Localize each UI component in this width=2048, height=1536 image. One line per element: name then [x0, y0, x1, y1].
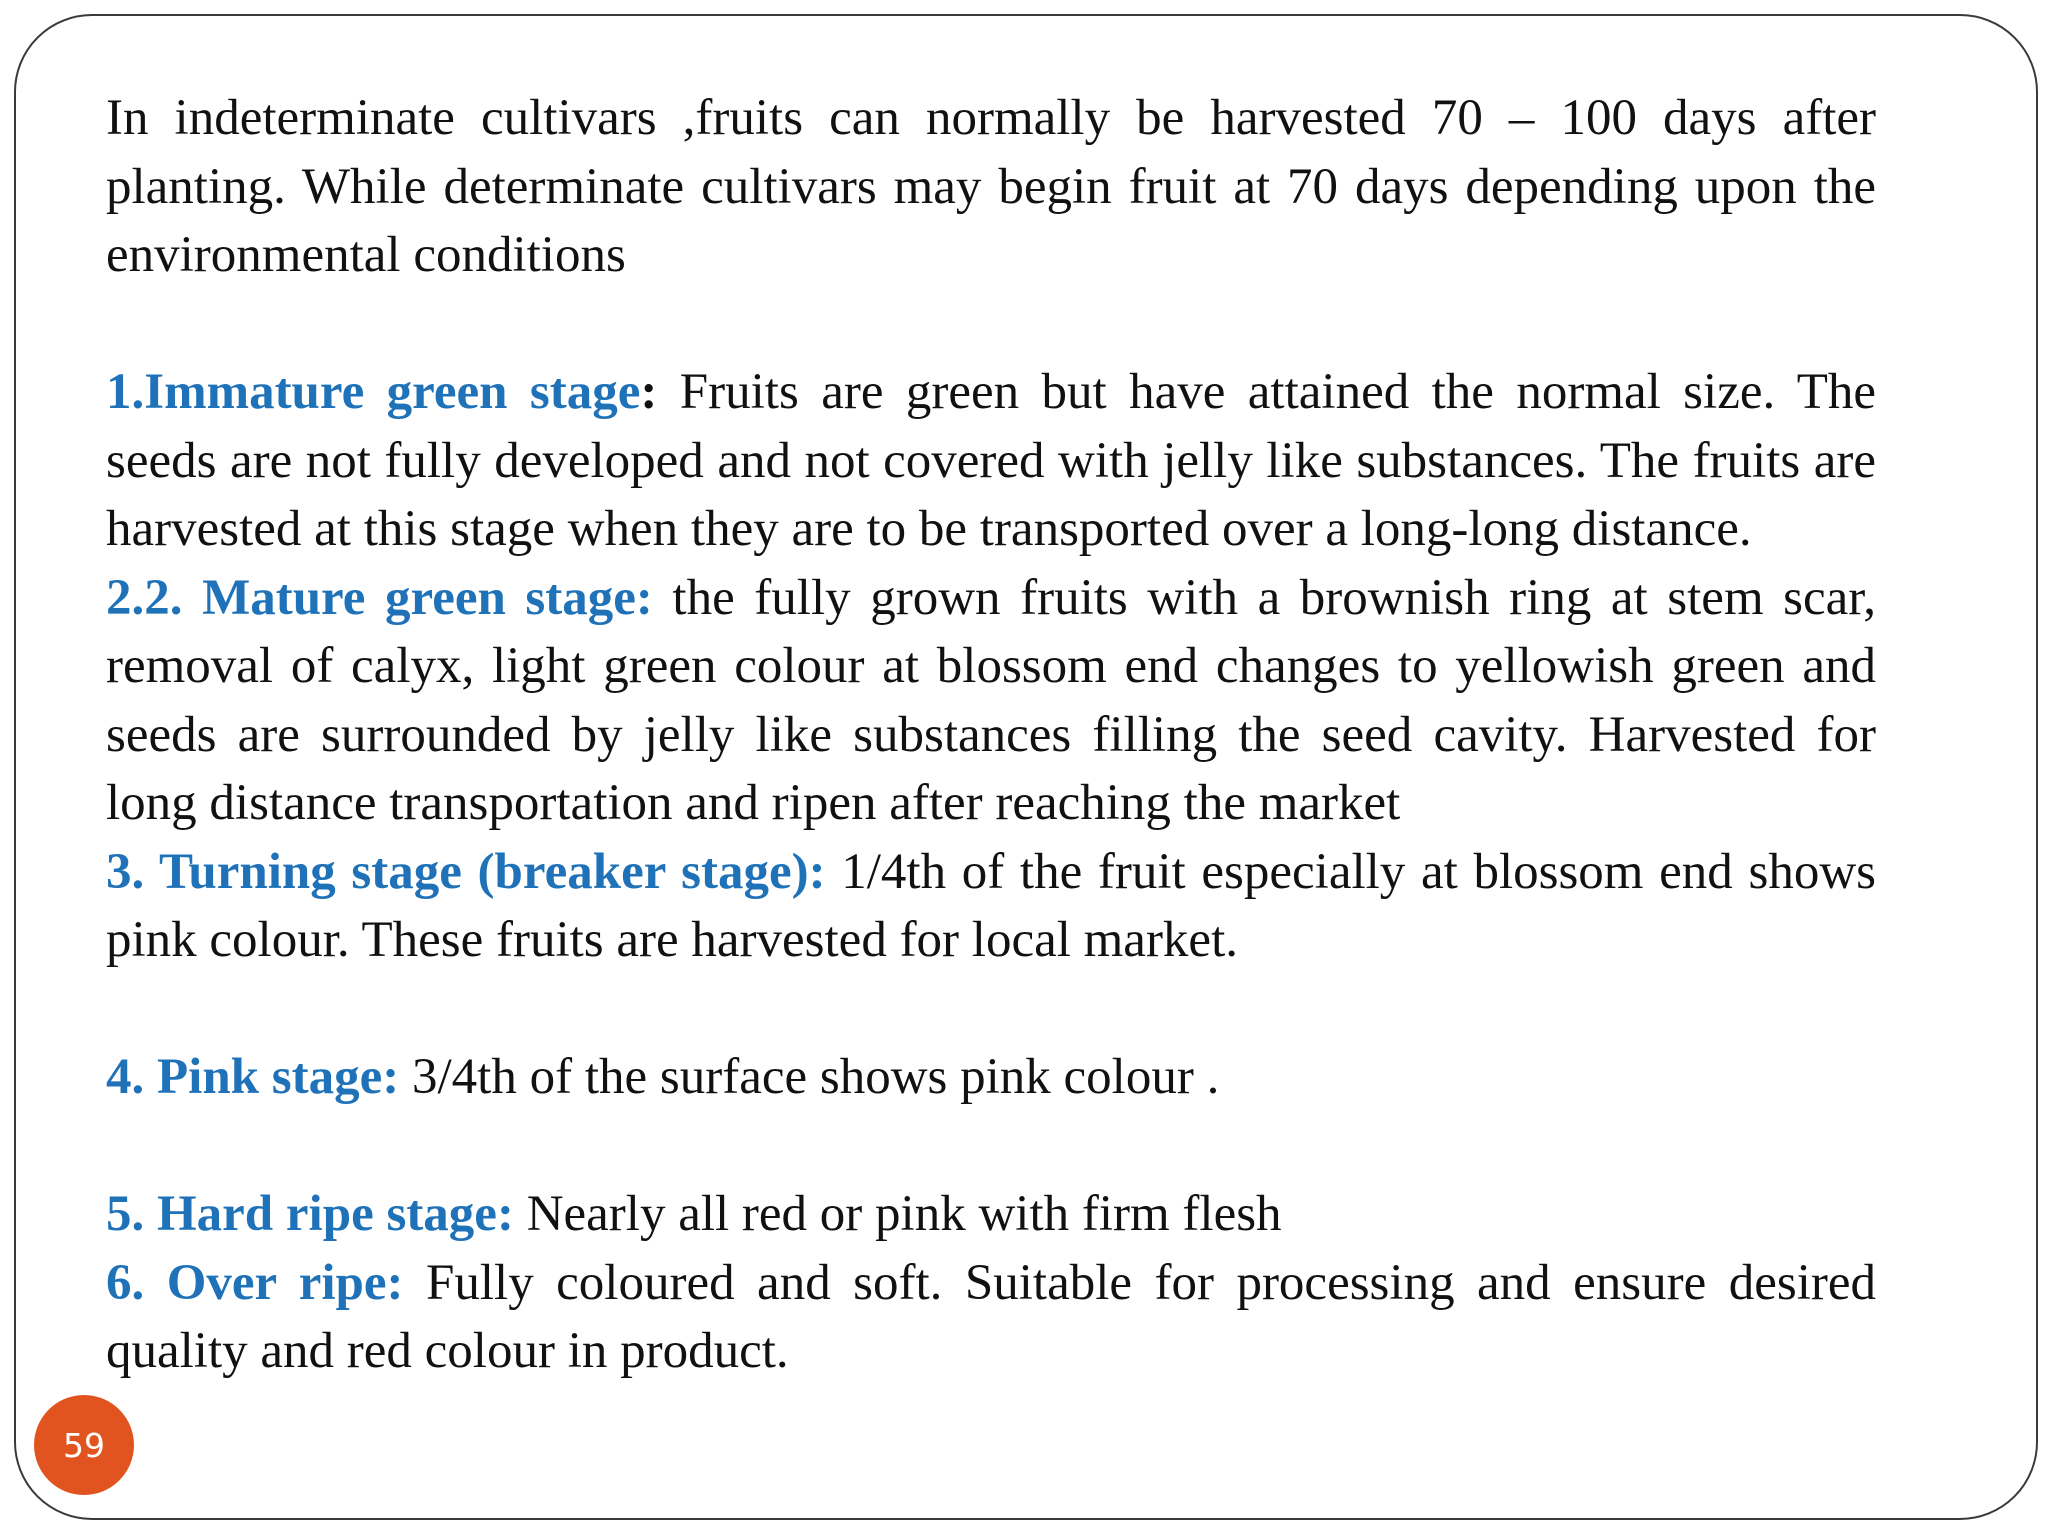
- stage-3-text: 1/4th of the fruit especially at blossom end shows pink colour. These fruits are harvested for local market.: [106, 843, 1876, 968]
- stage-1-text: Fruits are green but have attained the normal size. The seeds are not fully developed and not covered with jelly like substances. The fruits are harvested at this stage when they are to be transported over a long-long distance.: [106, 364, 1876, 557]
- stage-4-heading: 4. Pink stage:: [106, 1049, 400, 1105]
- stage-1-colon: :: [640, 364, 658, 420]
- stage-4-paragraph: [106, 1043, 1876, 1112]
- stage-2-paragraph: [106, 564, 1876, 838]
- stage-4-text: 3/4th of the surface shows pink colour .: [399, 1049, 1220, 1105]
- stage-6-text: Fully coloured and soft. Suitable for processing and ensure desired quality and red colour in product.: [106, 1254, 1876, 1379]
- spacer: [106, 1112, 1876, 1181]
- stage-5-paragraph: [106, 1180, 1876, 1249]
- intro-paragraph: In indeterminate cultivars ,fruits can normally be harvested 70 – 100 days after planting. While determinate cultivars may begin fruit at 70 days depending upon the environmental conditions: [106, 90, 1876, 283]
- stage-1-paragraph: [106, 358, 1876, 564]
- page-number: 59: [63, 1425, 105, 1465]
- spacer: [106, 290, 1876, 359]
- stage-6-heading: 6. Over ripe:: [106, 1254, 404, 1311]
- stage-2-text: the fully grown fruits with a brownish ring at stem scar, removal of calyx, light green colour at blossom end changes to yellowish green and seeds are surrounded by jelly like substances filling the seed cavity. Harvested for long distance transportation and ripen after reaching the market: [106, 569, 1876, 831]
- stage-5-heading: 5. Hard ripe stage:: [106, 1186, 514, 1242]
- stage-6-paragraph: [106, 1249, 1876, 1386]
- stage-1-heading: 1.Immature green stage: [106, 364, 641, 420]
- stage-3-paragraph: [106, 838, 1876, 975]
- stage-2-heading: 2.2. Mature green stage:: [106, 569, 653, 626]
- slide-content: [106, 84, 1876, 1386]
- spacer: [106, 975, 1876, 1044]
- stage-3-heading: 3. Turning stage (breaker stage):: [106, 843, 826, 900]
- stage-5-text: Nearly all red or pink with firm flesh: [513, 1186, 1282, 1242]
- page-number-badge: [34, 1395, 134, 1495]
